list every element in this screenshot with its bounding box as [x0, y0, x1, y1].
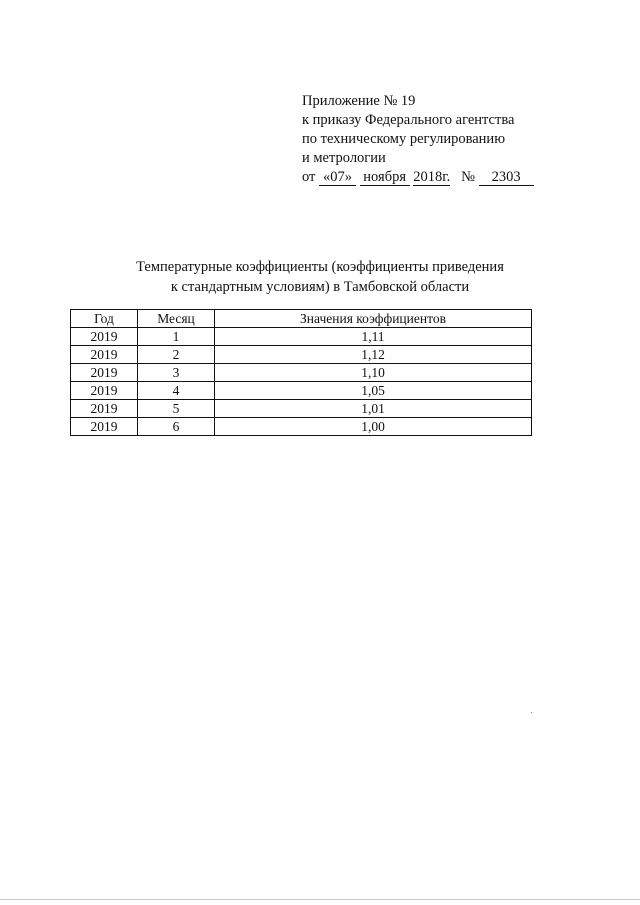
cell-year: 2019 — [71, 418, 138, 436]
order-year: 2018г. — [413, 169, 451, 185]
cell-year: 2019 — [71, 400, 138, 418]
table-row — [71, 328, 532, 346]
column-header-value: Значения коэффициентов — [215, 310, 532, 328]
order-number: 2303 — [479, 170, 534, 186]
cell-year: 2019 — [71, 364, 138, 382]
agency-line-2: и метрологии — [302, 150, 386, 166]
appendix-header — [302, 92, 602, 187]
cell-month: 6 — [138, 418, 215, 436]
order-date-line — [302, 168, 602, 187]
cell-month: 2 — [138, 346, 215, 364]
scan-speck — [531, 712, 532, 713]
cell-month: 3 — [138, 364, 215, 382]
cell-value: 1,12 — [215, 346, 532, 364]
order-line: к приказу Федерального агентства — [302, 112, 515, 128]
cell-year: 2019 — [71, 346, 138, 364]
cell-value: 1,01 — [215, 400, 532, 418]
coefficients-table — [70, 309, 532, 436]
column-header-month: Месяц — [138, 310, 215, 328]
agency-line: по техническому регулированию — [302, 131, 506, 147]
document-title — [70, 257, 570, 297]
from-prefix: от — [302, 169, 316, 185]
title-line-1: Температурные коэффициенты (коэффициенты приведения — [136, 259, 504, 275]
cell-value: 1,11 — [215, 328, 532, 346]
number-sign: № — [461, 169, 475, 185]
table-row — [71, 400, 532, 418]
order-month: ноября — [360, 170, 410, 186]
table-row — [71, 418, 532, 436]
table-header-row — [71, 310, 532, 328]
cell-month: 5 — [138, 400, 215, 418]
appendix-title: Приложение № 19 — [302, 93, 416, 109]
table-row — [71, 382, 532, 400]
cell-year: 2019 — [71, 382, 138, 400]
title-line-2: к стандартным условиям) в Тамбовской области — [170, 279, 470, 295]
cell-month: 4 — [138, 382, 215, 400]
cell-year: 2019 — [71, 328, 138, 346]
cell-month: 1 — [138, 328, 215, 346]
cell-value: 1,00 — [215, 418, 532, 436]
scan-edge-line — [0, 899, 640, 900]
table-row — [71, 346, 532, 364]
table-row — [71, 364, 532, 382]
column-header-year: Год — [71, 310, 138, 328]
order-day: «07» — [319, 170, 356, 186]
cell-value: 1,10 — [215, 364, 532, 382]
cell-value: 1,05 — [215, 382, 532, 400]
